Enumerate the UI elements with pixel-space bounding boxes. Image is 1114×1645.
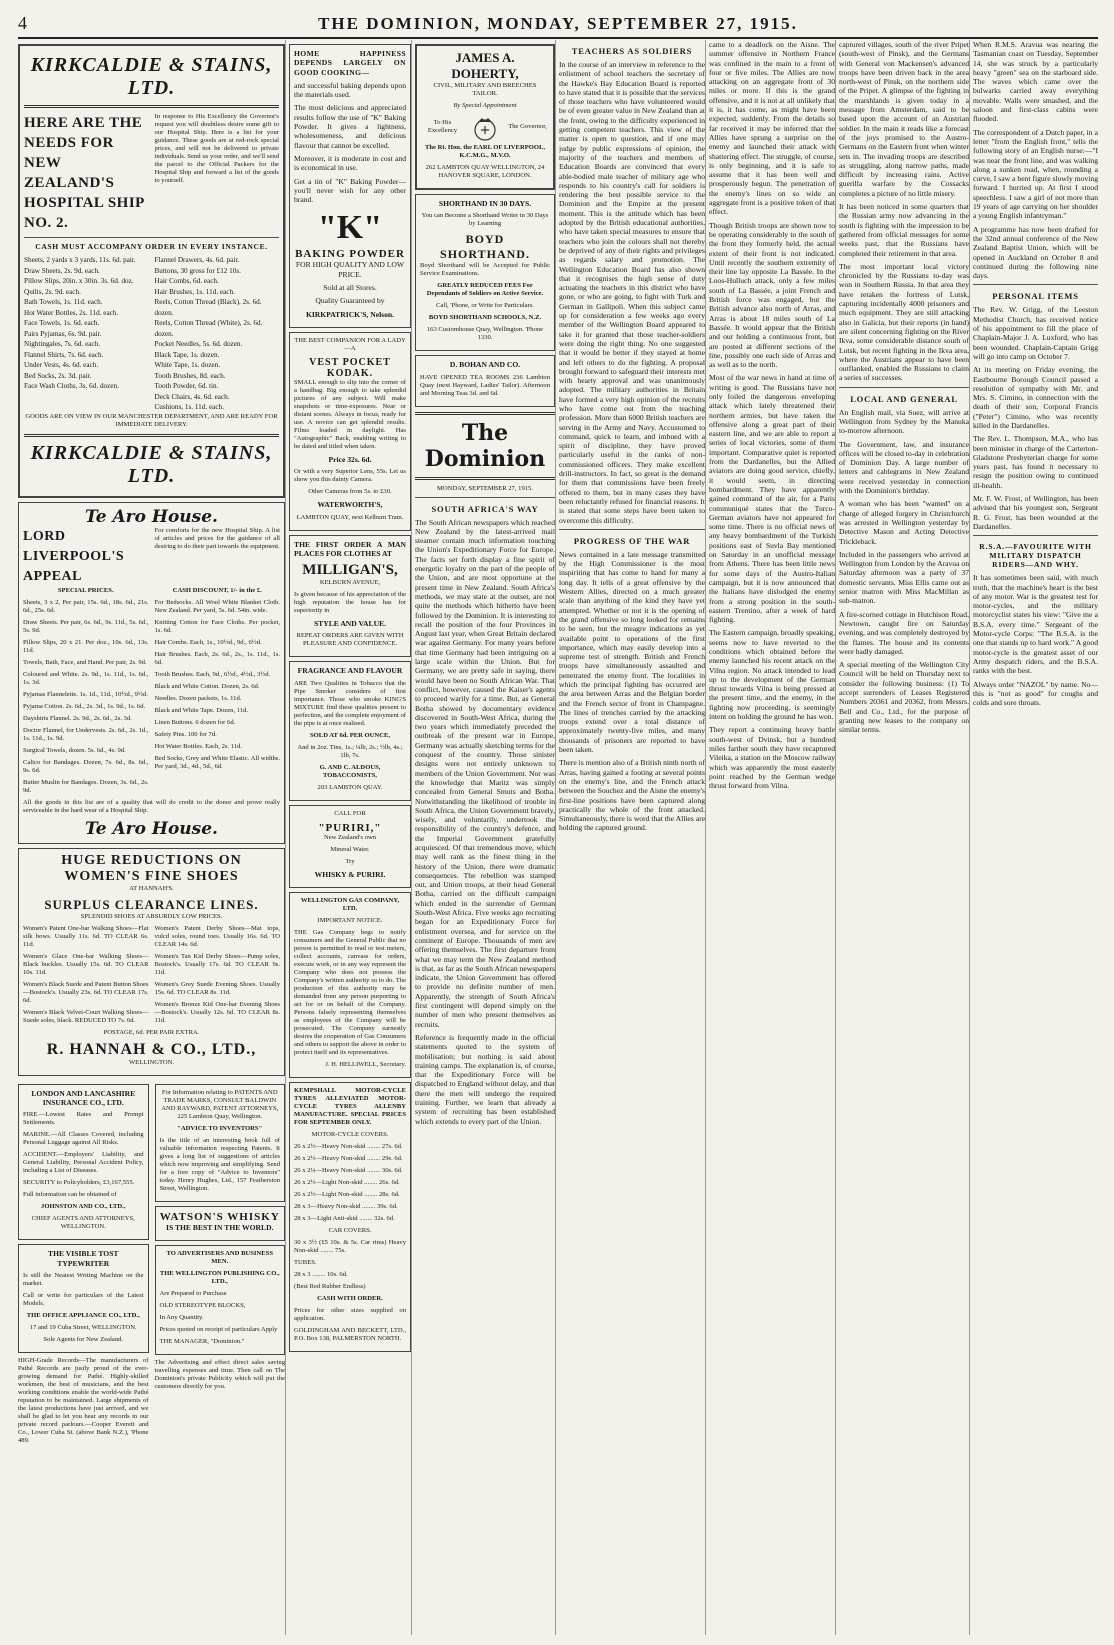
waterworth-addr: LAMBTON QUAY, next Kelburn Tram. (296, 513, 404, 521)
shorthand-sub: You can Become a Shorthand Writer in 30 Days by Learning (421, 212, 549, 228)
milligan-ad (289, 535, 411, 658)
hannah-name: R. HANNAH & CO., LTD., (46, 1040, 257, 1058)
watsons-ad (155, 1206, 286, 1241)
column-1 (18, 40, 286, 1635)
hannah-city: WELLINGTON. (128, 1058, 175, 1066)
list-item: Nightingales, 7s. 6d. each. (24, 340, 101, 349)
k-guarantee: Quality Guaranteed by (315, 296, 385, 306)
typewriter-ad (18, 1244, 149, 1353)
goldingham: GOLDINGHAM AND BECKETT, LTD., P.O. Box 138, PALMERSTON NORTH. (294, 1327, 406, 1343)
list-item: Tooth Brushes, 8d. each. (154, 371, 226, 380)
patent-text: Is the title of an interesting book full of valuable information respecting Patents. It gives a long list of suggestions of articles which now improving and simplifying. Send for a free copy of "Advice to Inventors" today. Henry Hughes, Ltd., 157 Featherston Street, Wellington. (159, 1136, 280, 1192)
list-item: Coloured and White. 2s. 9d., 1s. 11d., 1s. 6d., 1s. 3d. (23, 670, 149, 686)
list-item: Pocket Needles, 5s. 6d. dozen. (154, 340, 243, 349)
list-item: Are Prepared to Purchase (159, 1290, 227, 1298)
doherty-addr: 262 LAMBTON QUAY WELLINGTON, 24 HANOVER SQUARE, LONDON. (425, 164, 545, 179)
doherty-ad (415, 44, 555, 190)
list-item: Face Wash Cloths, 3s. 6d. dozen. (24, 382, 119, 391)
kirkcaldie-title: KIRKCALDIE & STAINS, LTD. (30, 54, 273, 99)
goods-on-view: GOODS ARE ON VIEW IN OUR MANCHESTER DEPARTMENT, AND ARE READY FOR IMMEDIATE DELIVERY. (25, 412, 278, 428)
cash-discount: CASH DISCOUNT, 1/- in the £. (172, 586, 262, 594)
boyd-text: Boyd Shorthand will be Accepted for Public Service Examinations. (420, 262, 550, 278)
fragrance-head: FRAGRANCE AND FLAVOUR (297, 666, 403, 676)
puriri-name: "PURIRI," (318, 821, 382, 834)
list-item: Women's Glace One-bar Walking Shoes—Black buckles. Usually 15s. 6d. TO CLEAR 10s. 11d. (23, 952, 149, 976)
list-item: 26 x 2½—Light Non-skid ........ 26s. 6d. (294, 1179, 400, 1187)
milligan-head: THE FIRST ORDER A MAN PLACES FOR CLOTHES AT (294, 539, 406, 558)
list-item: For Bedsocks. All Wool White Blanket Cloth. New Zealand. Per yard, 5s. 6d. 54in. wide. (154, 598, 280, 614)
col6-text-3: The most important local victory chronicled by the Russians to-day was won in Southern Russia. In that area they have retaken the fortress of Lutsk, capturing incidentally 4000 prisoners and much equipment. They are still attacking also in Galicia, but their reports (in hand) are silent concerning fighting on the River Ikva, some considerable distance south of Lutsk, but recent fighting in the Ikva area, where the Austrians appear to have been outflanked, enabled the Russians to claim a series of successes. (839, 261, 969, 383)
tyres-ad (289, 1082, 411, 1352)
visible-sub: Is still the Neatest Writing Machine on the market. (23, 1271, 144, 1287)
list-item: Women's Bronze Kid One-bar Evening Shoes—Bostock's. Usually 12s. 6d. TO CLEAR 8s. 11d. (154, 1000, 280, 1024)
doherty-sub: CIVIL, MILITARY AND BREECHES TAILOR. (433, 82, 537, 97)
local-text-5: A fire-scorned cottage in Hutchison Road, Newtown, caught fire on Saturday evening, and was completely destroyed by the flames. The house and its contents were badly damaged. (839, 609, 969, 656)
column-6 (839, 40, 970, 1635)
lord-list-left (23, 599, 149, 799)
royal-crest-icon (470, 114, 500, 144)
te-aro-ad (18, 502, 285, 844)
local-text-1: An English mail, via Suez, will arrive at Wellington from Sydney by the Manuka to-morrow afternoon. (839, 407, 969, 436)
doherty-gov: The Governor, (508, 123, 547, 130)
puriri-try: Try (345, 857, 355, 865)
tyres-cash: CASH WITH ORDER. (317, 1295, 383, 1303)
list-item: Black Tape, 1s. dozen. (154, 350, 220, 359)
bohan-ad (415, 355, 555, 406)
surplus-clearance: SURPLUS CLEARANCE LINES. (44, 896, 259, 912)
lord-liverpool-heading: LORD LIVERPOOL'S APPEAL (23, 528, 125, 584)
list-item: FIRE.—Lowest Rates and Prompt Settlements. (23, 1111, 144, 1127)
list-item: THE MANAGER, "Dominion." (159, 1338, 245, 1346)
personal-text-4: Mr. F. W. Frost, of Wellington, has been advised that his youngest son, Sergeant R. G. Frost, has been wounded at the Dardanelles. (973, 494, 1098, 531)
fragrance-tins: And in 2oz. Tins, 1s.; ¼lb, 2s.; ½lb, 4s.; 1lb, 7s. (297, 743, 403, 759)
kodak-post: Other Cameras from 5s. to £30. (308, 488, 392, 496)
list-item: Tooth Powder, 6d. tin. (154, 382, 219, 391)
puriri-whisky: WHISKY & PURIRI. (314, 869, 386, 879)
col7-text-1: When R.M.S. Aravua was nearing the Tasmanian coast on Tuesday, September 14, she was struck by a particularly heavy "green" sea on the starboard side. The waves which came over the bulwarks carried away everything movable. Walls were smashed, and the saloon and first-class cabins were flooded. (973, 40, 1098, 124)
puriri-call: CALL FOR (334, 809, 366, 817)
tyres-list (294, 1143, 406, 1223)
list-item: Tooth Brushes. Each, 9d., 6½d., 4½d., 3½d. (154, 670, 271, 678)
patent-advice: "ADVICE TO INVENTORS" (177, 1124, 263, 1132)
puriri-ad (289, 805, 411, 888)
gas-company-notice (289, 892, 411, 1078)
page-number: 4 (18, 13, 28, 33)
puriri-water: Mineral Water. (330, 845, 370, 853)
lord-list-right (155, 599, 281, 799)
special-prices: SPECIAL PRICES. (57, 586, 114, 594)
list-item: (Best Red Rubber Endless) (294, 1283, 366, 1291)
list-item: Needles. Dozen packets, 1s. 11d. (154, 694, 242, 702)
list-item: Reels, Cotton Thread (White), 2s. 6d. dozen. (154, 319, 263, 338)
list-item: Dayshirts Flannel. 2s. 9d., 2s. 6d., 2s. 3d. (23, 714, 132, 722)
col6-text-1: captured villages, south of the river Pripet (south-west of Pinsk), and the Germans with General von Mackensen's advanced troops have been driven back in the area north-west of Pinsk, on the northern side of the Pripet. A glimpse of the fighting in the marshlands is given today in a message from Amsterdam, said to be based upon the account of an Austrian soldier. In the main it reads like a forecast of the joys promised to the Austro-Germans on the Eastern front when winter sets in. The invading troops are described as struggling, along narrow paths, made difficult by increasing rains. Active guerilla warfare by the Cossacks completes a picture of no little misery. (839, 40, 969, 198)
ship-list-left (24, 255, 149, 413)
doherty-earl: The Rt. Hon. the EARL OF LIVERPOOL, K.C.M.G., M.V.O. (424, 144, 546, 159)
list-item: Towels, Bath, Face, and Hand. Per pair, 2s. 9d. (23, 658, 147, 666)
column-4 (559, 40, 706, 1635)
advertisers-title: TO ADVERTISERS AND BUSINESS MEN. (166, 1250, 273, 1266)
list-item: Hair Brushes, 1s. 11d. each. (154, 287, 235, 296)
waterworth-name: WATERWORTH'S, (317, 500, 383, 510)
hospital-ship-heading: HERE ARE THE NEEDS FOR NEW ZEALAND'S HOSPITAL SHIP NO. 2. (24, 115, 145, 231)
watsons-sub: IS THE BEST IN THE WORLD. (166, 1222, 274, 1232)
column-2 (289, 40, 412, 1635)
teachers-text: In the course of an interview in reference to the enlistment of school teachers the secretary of the Hawke's Bay Education Board is reported to have stated that it is possible that the services of those teachers who have volunteered would be of even greater value in New Zealand than at the front, owing to the difficulty experienced in getting competent teachers. This view of the matter is open to question, and if one may judge by public expressions of opinion, the majority of the teachers and members of Education Boards are convinced that every able-bodied male teacher of military age who responds to his country's call for soldiers is rendering the best possible service to the Dominion and the Empire at the present moment. This is the attitude which has been adopted by the British educational authorities, who have taken special measures to ensure that teachers who join the colours shall not thereby be deprived of any of their rights and privileges as regards salary and promotion. The Wellington Education Board has also shown that it recognises the high sense of duty actuating the teachers in this district who have gone, or who are going, to fight with Turk and German in Gallipoli. When this subject came up for consideration a few weeks ago every member of the Wellington Board appeared to take it for granted that those teacher-soldiers were doing the right thing. No one suggested that it would be better if they stayed at home and left others to do the fighting. A proposal brought forward to safeguard their interests met with hearty approval and was unanimously adopted. The military authorities in Britain have formed a very high opinion of the recruits who have come out from the teaching profession. More than 6000 British teachers are serving in the Army and Navy. Accustomed to command, quick to learn, and imbued with a spirit of discipline, they have proved particularly useful in the ranks of non-commissioned officers. They make excellent drill-instructors. In fact, so great is the demand for them that commissions have been freely offered to them, but in many cases they have been reluctantly refused for financial reasons. It is stated that some steps have been taken to overcome this difficulty. (559, 60, 705, 525)
list-item: Sheets, 2 yards x 3 yards, 11s. 6d. pair. (24, 256, 136, 265)
k-name: BAKING POWDER (295, 248, 405, 261)
milligan-text: Is given because of his appreciation of the high reputation the house has for superiority in (294, 591, 406, 615)
visible-title: THE VISIBLE TOST TYPEWRITER (48, 1249, 119, 1268)
shorthand-title: SHORTHAND IN 30 DAYS. (438, 199, 532, 208)
kodak-name: VEST POCKET KODAK. (309, 356, 391, 379)
kirkcaldie-ad (18, 44, 285, 498)
k-text-3: Moreover, it is moderate in cost and is economical in use. (294, 153, 406, 173)
col5-text-5: They report a continuing heavy battle south-west of Dvinsk, but a hundred miles farther south they have recaptured Vileika, a station on the Moscow railway which was apparently the most easterly point reached by the German wedge thrust forward from Vilna. (709, 725, 835, 791)
doherty-name: JAMES A. DOHERTY, (451, 50, 519, 81)
list-item: Women's Patent Derby Shoes—Mat tops, vulcd soles, round toes. Usually 16s. 6d. TO CLEAR 14s. 6d. (154, 924, 280, 948)
at-hannahs: AT HANNAH'S. (129, 884, 174, 892)
list-item: Draw Sheets. Per pair, 6s. 6d., 9s. 11d., 5s. 6d., 5s. 9d. (23, 618, 149, 634)
list-item: Calico for Bandages. Dozen, 7s. 6d., 8s. 6d., 9s. 6d. (23, 758, 149, 774)
wpc-name: THE WELLINGTON PUBLISHING CO., LTD., (159, 1270, 280, 1286)
list-item: Doctor Flannel, for Undervests. 2s. 6d., 2s. 1d., 1s. 11d., 1s. 9d. (23, 726, 149, 742)
wpc-lines (160, 1290, 281, 1346)
shoes-list-right (155, 925, 281, 1029)
doherty-to: To His Excellency (427, 119, 458, 134)
cash-notice: CASH MUST ACCOMPANY ORDER IN EVERY INSTANCE. (35, 242, 268, 251)
k-logo: "K" (317, 209, 383, 247)
puriri-sub: New Zealand's own (323, 833, 377, 841)
local-text-3: A woman who has been "wanted" on a charge of alleged forgery in Christchurch was arrested in Wellington yesterday by Detective Mason and Acting Detective Trickleback. (839, 499, 969, 546)
shoes-list-left (23, 925, 149, 1029)
kodak-price: Price 32s. 6d. (328, 454, 372, 464)
list-item: Hot Water Bottles. Each, 2s. 11d. (154, 742, 243, 750)
leader-text: The South African newspapers which reached New Zealand by the latest-arrived mail steamer contain much information touching the Union's Expeditionary Force for Europe. The facts set forth display a fine spirit of energetic loyalty on the part of the people of the Union, and are most opportune at the present time in New Zealand. South Africa's methods, we may state at the outset, are not quite the methods which hitherto have been followed by the Dominion. It is interesting to recall the position of the four Provinces in August last year, when Great Britain declared war against Germany. For many years before that time Germany had been intriguing on a large scale within the Union. But for Germany, we are pretty safe in saying, there would have been no South African War. That conflict, however, caused the Kaiser's agents to proceed warily for a time. But, as General Botha showed by documentary evidence discovered in South-West Africa, during the two years which immediately preceded the outbreak of the present war in Europe, Germany was actually sketching terms for the conquest of the country. Those sinister designs were not entirely unknown to members of the Union Government. Nor was the knowledge that Maritz was simply concealed from General Smuts and Botha. Notwithstanding the likelihood of trouble in South Africa, the Union Government bravely, wisely, and voluntarily, undertook the responsibility of the country's defence, and the Imperial Government gratefully acquiesced. Of that tremendous move, which may well rank as the finest thing in the history of the Union, there were dramatic consequences. The rebellion was stamped out, and Union troops, at their head General Botha, carried on the difficult campaign which ended in the surrender of German South-West Africa. Five weeks ago recruiting began for an Expeditionary Force for enlistment oversea, and for service on the continent of Europe. Thousands of men are offering themselves. The first departure from what we may term the New Zealand method is that, as far as the South African newspapers indicate, the Union Government has offered to provide no definite number of men. Apparently, the strength of South Africa's first contingent will depend simply on the number of men who present themselves as recruits. (415, 517, 555, 1029)
hannah-ad (18, 848, 285, 1076)
ads-footer: The Advertising and effect direct sales saving travelling expenses and time. Then call on The Dominion's private Publicity which will put the customers directly for you. (154, 1359, 285, 1391)
list-item: Women's Patent One-bar Walking Shoes—Flat silk bows. Usually 11s. 6d. TO CLEAR 6s. 11d. (23, 924, 149, 948)
list-item: Flannel Drawers, 4s. 6d. pair. (154, 256, 240, 265)
kodak-extra: Or with a very Superior Lens, 55s. Let us show you this dainty Camera. (294, 468, 406, 484)
boyd-fees: GREATLY REDUCED FEES For Dependants of Soldiers on Active Service. (426, 282, 544, 298)
list-item: Black and White Tape. Dozen, 11d. (154, 706, 249, 714)
list-item: ACCIDENT.—Employers' Liability, and General Liability, Personal Accident Policy, including a List of Diseases. (23, 1151, 144, 1175)
shorthand-ad (415, 194, 555, 351)
list-item: Women's Black Velvet-Court Walking Shoes—Suede soles, black. REDUCED TO 7s. 6d. (23, 1008, 149, 1024)
ll-info: Full information can be obtained of (23, 1191, 117, 1199)
tyres-head: KEMPSHALL MOTOR-CYCLE TYRES ALLEVIATED MOTOR-CYCLE TYRES ALLENBY MANUFACTURE. SPECIAL PRICES FOR SEPTEMBER ONLY. (294, 1087, 406, 1127)
gas-title: WELLINGTON GAS COMPANY, LTD. (300, 897, 400, 913)
list-item: OLD STEREOTYPE BLOCKS, (159, 1302, 246, 1310)
list-item: Linen Buttons. 6 dozen for 6d. (154, 718, 236, 726)
records-ad: HIGH-Grade Records—The manufacturers of Pathé Records are justly proud of the ever-growing demand for Pathé. Highly-skilled workmen, the best of musicians, and the best working conditions enable the world-wide Pathé reputation to be maintained. Large shipments of the latest productions have just arrived, and we shall be glad to let you hear any records in our private record parlours.—Cooper Everett and Co., Lower Cuba St. (above Bank N.Z.), 'Phone 489. (18, 1356, 149, 1444)
bsa-heading: R.S.A.—FAVOURITE WITH MILITARY DISPATCH RIDERS—AND WHY. (979, 542, 1092, 570)
tyres-car-list (294, 1239, 406, 1291)
column-5 (709, 40, 836, 1635)
col5-text-4: The Eastern campaign, broadly speaking, seems now to have reverted to the conditions which obtained before the enemy launched his recent attack on the Vilna region. No attack intended to lead up to the development of the German thrust towards Vilna is being pressed at the present time, and the enemy, in the fighting now proceeding, is seemingly intent on holding the ground he has won. (709, 628, 835, 722)
office-address: 17 and 19 Cuba Street, WELLINGTON. (29, 1323, 137, 1331)
office-appliance: THE OFFICE APPLIANCE CO., LTD., (26, 1311, 140, 1319)
col7-text-2: The correspondent of a Dutch paper, in a letter "from the English front," tells the following story of an English nurse:—"I was near the front line, and was walking along a sunken road, when, rounding a curve, I saw a bent figure slowly moving forward. I hurried up. At first I stood speechless. I saw a girl of not more than 19 years of age carrying on her shoulder a young English infantryman." (973, 127, 1098, 221)
list-item: 28 x 3—Heavy Non-skid ........ 39s. 6d. (294, 1203, 398, 1211)
personal-text-1: The Rev. W. Grigg, of the Leeston Methodist Church, has received notice of his appointment to fill the place of Chaplain-Major J. A. Luxford, who has been wounded. Chaplain-Captain Grigg will go into camp on October 7. (973, 305, 1098, 361)
list-item: 28 x 3 ........ 10s. 6d. (294, 1271, 348, 1279)
ll-title: LONDON AND LANCASHIRE INSURANCE CO., LTD. (31, 1088, 136, 1108)
fragrance-text: ARE Two Qualities in Tobacco that the Pipe Smoker considers of first importance. Those who smoke KING'S MIXTURE find these qualities present to perfection, and the complete enjoyment of the pipe is at once realised. (294, 679, 406, 727)
aldous-name: G. AND C. ALDOUS, TOBACCONISTS, (319, 763, 381, 779)
teachers-heading: TEACHERS AS SOLDIERS (571, 46, 693, 56)
list-item: Bed Socks, 2s. 3d. pair. (24, 371, 92, 380)
list-item: Prices quoted on receipt of particulars Apply (159, 1326, 278, 1334)
lord-note: All the goods in this list are of a quality that will do credit to the donor and prove really serviceable in the hard wear of a Hospital Ship. (23, 798, 280, 814)
k-text-4: Get a tin of "K" Baking Powder—you'll never wish for any other brand. (294, 176, 406, 205)
boyd-name: BOYD SHORTHAND. (440, 232, 530, 262)
list-item: Reels, Cotton Thread (Black), 2s. 6d. dozen. (154, 298, 262, 317)
list-item: White Tape, 1s. dozen. (154, 361, 221, 370)
happiness-heading: HOME HAPPINESS DEPENDS LARGELY ON GOOD COOKING— (294, 49, 406, 77)
list-item: Cushions, 1s. 11d. each. (154, 403, 224, 412)
ll-lines (23, 1111, 144, 1187)
column-7 (973, 40, 1098, 1635)
bohan-text: HAVE OPENED TEA ROOMS 236 Lambton Quay (next Hayward, Ladies' Tailor). Afternoon and Morning Teas 3d. and 6d. (420, 373, 550, 397)
bohan-name: D. BOHAN AND CO. (449, 360, 521, 370)
progress-text: News contained in a late message transmitted by the High Commissioner is the most inspiriting that has come to hand for many a long day. It tells of a great offensive by the Western Allies, directed on a much greater scale than anything of the kind they have yet attempted. Whether or not it is the opening of the grand offensive so long looked for remains to be seen, but the meagre indications as yet available point to operations of the first importance, which may easily develop into a supreme test of strength. British and French troops have simultaneously assaulted and penetrated the enemy front. The localities in which the principal fighting has occurred are the area between Arras and the Belgian border and the French sector of front in Champagne. The lines of trenches carried by the attacking troops extend over a total distance of approximately twenty-five miles, and many thousands of prisoners are reported to have been taken. (559, 549, 705, 755)
k-slogan: FOR HIGH QUALITY AND LOW PRICE. (295, 260, 405, 279)
list-item: Under Vests, 4s. 6d. each. (24, 361, 99, 370)
list-item: SECURITY to Policyholders, £3,167,555. (23, 1179, 135, 1187)
aldous-addr: 203 LAMBTON QUAY. (317, 783, 383, 791)
personal-text-3: The Rev. L. Thompson, M.A., who has been minister in charge of the Carterton-Gladstone Presbyterian charge for some years past, has found it necessary to resign the position owing to continued ill-health. (973, 434, 1098, 490)
visible-call: Call or write for particulars of the Latest Models. (23, 1291, 144, 1307)
milligan-addr: KELBURN AVENUE, (319, 579, 381, 587)
col5-text-3: Most of the war news in hand at time of writing is good. The Russians have not only foiled the dangerous enveloping attack which lately threatened their northern armies, but have taken the offensive along a great part of their eastern line, and we are able to report a series of local victories, some of them important. Comparative quiet is reported from the Dardanelles, but the Allied aviators are doing good service, chiefly, it would seem, in directing bombardment. They have apparently gained command of the air, for a Paris communiqué states that the Turco-German aviators have not appeared for some time. There is no official news of any heavy bombardment of the Turkish positions east of Suvla Bay mentioned on Saturday in an unofficial message from Athens. There has been little news for some days of the Austro-Italian campaign, but it is now announced that the Italians have dislodged the enemy from a strong position in the south-eastern Trentino, after a week of hard fighting. (709, 373, 835, 625)
list-item: Pillow Slips, 20in. x 30in. 3s. 6d. doz. (24, 277, 134, 286)
list-item: 26 x 2½—Heavy Non-skid ........ 29s. 6d. (294, 1155, 403, 1163)
hospital-ship-intro: In response to His Excellency the Governor's request you will doubtless desire some gift to our Hospital Ship. Here is a list for your guidance. These goods are at red-rock special prices, and will not be delivered to private individuals. Send us your order, and we'll send the parcel to the Official Packers for the Hospital Ship and forward a list of the goods to yourself. (154, 113, 279, 184)
nazol-footer: Always order "NAZOL" by name. No—this is "not as good" for coughs and colds and sore throats. (973, 679, 1098, 708)
list-item: MARINE.—All Classes Covered, including Personal Luggage against All Risks. (23, 1131, 144, 1147)
bsa-text: It has sometimes been said, with much truth, that the machine's heart is the best of any motor. War is the greatest test for motor-cycles, and the military motorcyclist states his view: "Give me a B.S.A. every time." Sergeant of the Motor-cycle Corps: "The B.S.A. is the one that stands up to hard work." A good motor-cycle is the greatest asset of our Army despatch riders, and the B.S.A. ranks with the best. (973, 573, 1098, 676)
list-item: Black and White Cotton. Dozen, 2s. 6d. (154, 682, 260, 690)
milligan-repeat: REPEAT ORDERS ARE GIVEN WITH PLEASURE AND CONFIDENCE. (296, 632, 404, 648)
list-item: 28 x 3—Light Anti-skid ........ 32s. 6d. (294, 1215, 395, 1223)
tyres-note: Prices for other sizes supplied on application. (294, 1307, 406, 1323)
k-maker: KIRKPATRICK'S, Nelson. (305, 309, 395, 319)
leader-text-more: Reference is frequently made in the official statements quoted to the system of mobilisation; but nothing is said about training camps. The explanation is, of course, that the Expeditionary Force will be dispatched to England without delay, and that there the men will undergo the required training. Further, we learn that already a system of recruiting has been established which extends to every part of the Union. (415, 1032, 555, 1126)
lord-liverpool-intro: For comforts for the new Hospital Ship. A list of articles and prices for the guidance of all desiring to do their part towards the equipment. (154, 526, 280, 550)
kodak-head: THE BEST COMPANION FOR A LADY—A (294, 336, 406, 352)
list-item: Quilts, 2s. 9d. each. (24, 287, 81, 296)
kodak-ad (289, 332, 411, 531)
list-item: Sheets, 3 x 2, Per pair, 15s. 6d., 18s. 6d., 21s. 6d., 25s. 6d. (23, 598, 149, 614)
list-item: In Any Quantity. (159, 1314, 204, 1322)
gas-signature: J. H. HELLIWELL, Secretary. (325, 1061, 406, 1069)
progress-text-more: There is mention also of a British ninth north of Arras, having gained a footing at several points on the enemy's line, and the French attack between the Souchez and the Aisne the enemy's first-line positions have been captured along practically the whole of the front attacked. Simultaneously, there is word that the Allies are holding the captured ground. (559, 758, 705, 833)
list-item: Butter Muslin for Bandages. Dozen, 3s. 6d., 2s. 9d. (23, 778, 149, 794)
local-text-2: The Government, law, and insurance offices will be closed to-day in celebration of Dominion Day. A large number of letters and cablegrams in New Zealand were received yesterday in connection with the Dominion's birthday. (839, 439, 969, 496)
progress-heading: PROGRESS OF THE WAR (573, 535, 691, 546)
ll-chief: CHIEF AGENTS AND ATTORNEYS, WELLINGTON. (31, 1215, 135, 1231)
list-item: Pyjamas Flannelette. 1s. 1d., 11d., 10½d., 9½d. (23, 690, 148, 698)
leader-heading: SOUTH AFRICA'S WAY (431, 503, 539, 514)
milligan-name: MILLIGAN'S, (302, 562, 398, 579)
london-lancashire-ad (18, 1084, 149, 1241)
fragrance-sold: SOLD AT 6d. PER OUNCE, (310, 731, 390, 739)
boyd-school: BOYD SHORTHAND SCHOOLS, N.Z. (428, 314, 542, 322)
list-item: TUBES. (294, 1259, 317, 1267)
kodak-text: SMALL enough to slip into the corner of a handbag. Big enough to take splendid pictures of any subject. Will make snapshots or time-exposures. Near or distant scenes. Always in focus, ready for use. A novice can get splendid results. Films loaded in daylight. Has "Autographic" Back, enabling writing to be dated and titled when taken. (294, 378, 406, 450)
k-text-1: and successful baking depends upon the materials used. (294, 80, 406, 100)
page-masthead (18, 6, 1098, 39)
list-item: Women's Tan Kid Derby Shoes—Pump soles, Bostock's. Usually 17s. 6d. TO CLEAR 9s. 11d. (154, 952, 280, 976)
k-text-2: The most delicious and appreciated results follow the use of "K" Baking Powder. It gives a lightness, wholesomeness, and delicious flavour that cannot be excelled. (294, 103, 406, 150)
local-text-6: A special meeting of the Wellington City Council will be held on Thursday next to consider the following business: (1) To accept surrenders of Leases Registered Numbers 20361 and 20362, from Messrs. Bell and Co., Ltd., for the purpose of granting new leases to the company on similar terms. (839, 660, 969, 735)
te-aro-heading: Te Aro House. (85, 506, 218, 527)
col7-text-3: A programme has now been drafted for the 32nd annual conference of the New Zealand Baptist Union, which will be opened in Auckland on October 8 and continued during the following nine days. (973, 224, 1098, 281)
huge-reductions: HUGE REDUCTIONS ON WOMEN'S FINE SHOES (61, 852, 242, 884)
patent-ad (155, 1084, 286, 1202)
kirkcaldie-title-2: KIRKCALDIE & STAINS, LTD. (30, 441, 273, 487)
col6-text-2: It has been noticed in some quarters that the Russian army now advancing in the south is fighting with the impression to be gathered from official messages for some weeks past, that the Russians have completed their retirement in that area. (839, 202, 969, 258)
te-aro-heading-2: Te Aro House. (85, 818, 218, 839)
dominion-masthead: The Dominion (424, 419, 546, 472)
milligan-style: STYLE AND VALUE. (313, 619, 387, 629)
local-heading: LOCAL AND GENERAL (850, 393, 958, 404)
boyd-call: Call, 'Phone, or Write for Particulars. (436, 302, 534, 310)
office-agents: Sole Agents for New Zealand. (43, 1335, 124, 1343)
list-item: Knitting Cotton for Face Cloths. Per pocket, 1s. 6d. (154, 618, 280, 634)
tyres-covers: MOTOR-CYCLE COVERS. (311, 1131, 389, 1139)
list-item: Surgical Towels, dozen. 5s. 6d., 4s. 9d. (23, 746, 126, 754)
list-item: Hair Combs. Each, 1s., 10½d., 9d., 6½d. (154, 638, 262, 646)
personal-heading: PERSONAL ITEMS (992, 291, 1079, 302)
postage-note: POSTAGE, 6d. PER PAIR EXTRA. (103, 1028, 200, 1036)
list-item: Bed Socks, Grey and White Elastic. All widths. Per yard, 3d., 4d., 5d., 6d. (154, 754, 280, 770)
tobacco-ad (289, 661, 411, 800)
publishing-ad (155, 1245, 286, 1355)
k-baking-ad (289, 44, 411, 328)
list-item: Deck Chairs, 4s. 6d. each. (154, 392, 230, 401)
dominion-date: MONDAY, SEPTEMBER 27, 1915. (437, 484, 533, 492)
list-item: 26 x 2½—Light Non-skid ........ 28s. 6d. (294, 1191, 400, 1199)
list-item: Face Towels, 1s. 6d. each. (24, 319, 100, 328)
list-item: Hair Brushes. Each, 2s. 6d., 2s., 1s. 11d., 1s. 6d. (154, 650, 280, 666)
list-item: Safety Pins. 100 for 7d. (154, 730, 217, 738)
col5-text-2: Though British troops are shown now to be operating considerably to the south of the front they formerly held, the actual extent of their front is not indicated. Until recently the southern extremity of their line lay opposite La Bassée. In the Loos-Hulluch attack, only a few miles south of La Bassée, a joint French and British force was engaged, but the British advance also north of Arras, and Arras is about 18 miles south of La Bassée. It would appear that the British and our holding a continuous front, but are posted at different sections of the line, possibly one each side of Arras and as well as to the north. (709, 220, 835, 370)
ship-list-right (155, 255, 280, 413)
ll-agents: JOHNSTON AND CO., LTD., (41, 1203, 126, 1211)
splendid-shoes: SPLENDID SHOES AT ABSURDLY LOW PRICES. (80, 912, 223, 920)
newspaper-title: THE DOMINION, MONDAY, SEPTEMBER 27, 1915. (318, 14, 798, 33)
list-item: Pillow Slips, 20 x 21. Per doz., 10s. 6d., 13s. 11d. (23, 638, 149, 654)
watsons-title: WATSON'S WHISKY (159, 1210, 280, 1223)
list-item: Bath Towels, 1s. 11d. each. (24, 298, 103, 307)
list-item: 26 x 2¼—Heavy Non-skid ........ 30s. 6d. (294, 1167, 403, 1175)
list-item: Pyjama Cotton. 2s. 6d., 2s. 3d., 1s. 9d., 1s. 6d. (23, 702, 146, 710)
list-item: Pairs Pyjamas, 6s. 9d. pair. (24, 329, 102, 338)
list-item: Hot Water Bottles, 2s. 11d. each. (24, 308, 119, 317)
personal-text-2: At its meeting on Friday evening, the Eastbourne Borough Council passed a resolution of sympathy with Mr. and Mrs. S. Cimino, in connection with the death of their son, Corporal Francis ("Peter") Cimino, who was recently killed in the Dardanelles. (973, 365, 1098, 430)
col5-text-1: came to a deadlock on the Aisne. The summer offensive in Northern France was confined in the main to a front of four or five miles. The Allies are now attacking on an aggregate front of 30 miles or more. If this is the grand offensive, and it is not at all unlikely that it is, it has come, as might have been expected, suddenly. From the details so far received it may be inferred that the Allies have sprung a surprise on the enemy and launched their attack with shattering effect. The struggle, of course, is only beginning, and it is safe to assume that it has been well and prosperously begun. The penetration of the enemy's lines on so wide an aggregate front is a positive token of that effect. (709, 40, 835, 217)
boyd-addr: 163 Customhouse Quay, Wellington. 'Phone 1330. (426, 326, 544, 342)
list-item: Women's Black Suede and Patent Button Shoes—Bostock's. Usually 23s. 6d. TO CLEAR 17s. 6d. (23, 980, 149, 1004)
list-item: Flannel Shirts, 7s. 6d. each. (24, 350, 104, 359)
doherty-appt: By Special Appointment (453, 102, 517, 109)
list-item: Draw Sheets, 2s. 9d. each. (24, 266, 100, 275)
tyres-car: CAR COVERS. (328, 1227, 372, 1235)
list-item: Women's Grey Suede Evening Shoes. Usually 15s. 6d. TO CLEAR 8s. 11d. (154, 980, 280, 996)
list-item: 26 x 2½—Heavy Non-skid ........ 27s. 6d. (294, 1143, 403, 1151)
patent-title: For Information relating to PATENTS AND TRADE MARKS, CONSULT BALDWIN AND RAYWARD, PATENT ATTORNEYS, 225 Lambton Quay, Wellington. (161, 1088, 279, 1120)
gas-text: THE Gas Company begs to notify consumers and the General Public that no person is permitted to read or test meters, collect accounts, canvass for orders, execute work, or in any way represent the Company who does not possess the Company's written authority so to do. The production of this authority may be demanded from any person purporting to act for or on behalf of the Company. Persons falsely representing themselves as employees of the Company will be prosecuted. The Company earnestly desires the cooperation of Gas Consumers and others to support the above in order to protect itself and its representatives. (294, 929, 406, 1057)
gas-notice-label: IMPORTANT NOTICE. (317, 917, 383, 925)
list-item: Buttons, 30 gross for £12 10s. (154, 266, 241, 275)
local-text-4: Included in the passengers who arrived at Wellington from London by the Aravua on Saturday afternoon was a party of 37 domestic servants. Miss Ellis came out as senior matron with Miss MacMillan as sub-matron. (839, 549, 969, 606)
list-item: Hair Combs, 6d. each. (154, 277, 219, 286)
column-3 (415, 40, 556, 1635)
k-sold: Sold at all Stores. (323, 283, 377, 293)
list-item: 30 x 3½ (£5 10s. & 5s. Car rims) Heavy Non-skid ........ 75s. (294, 1239, 406, 1255)
